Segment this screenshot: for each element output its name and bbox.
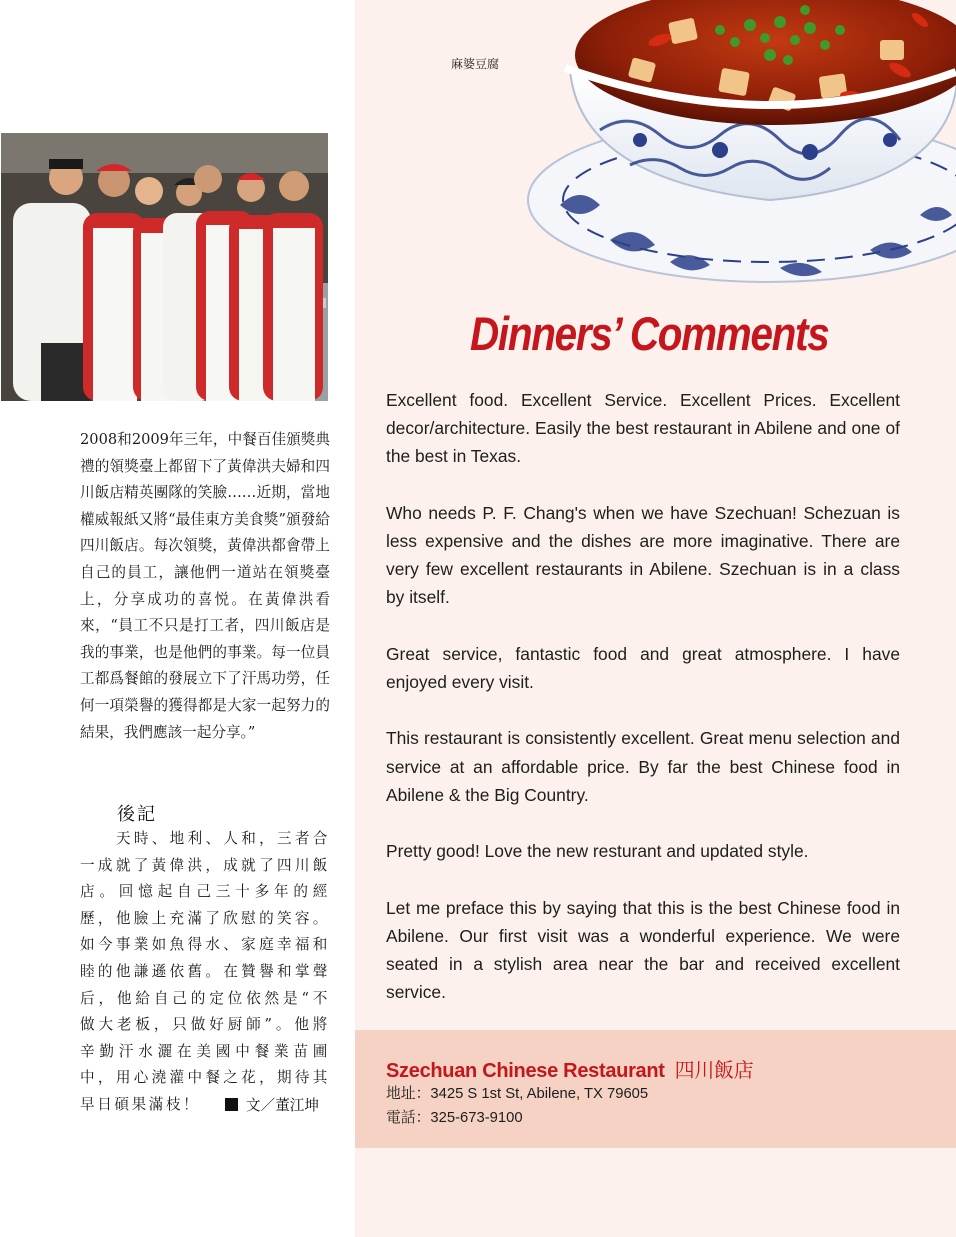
restaurant-address [386,1082,648,1103]
afterword-text: 天時、地利、人和，三者合一成就了黃偉洪，成就了四川飯店。回憶起自己三十多年的經歷，他臉上充滿了欣慰的笑容。如今事業如魚得水、家庭幸福和睦的他謙遜依舊。在贊譽和掌聲后，他給自己的定位依然是“不做大老板，只做好厨師”。他將辛勤汗水灑在美國中餐業苗圃中，用心澆灌中餐之花，期待其早日碩果滿枝！ [80,830,330,1113]
comments-list [386,386,900,1035]
byline [225,1094,319,1115]
comments-heading: Dinners’ Comments [470,307,829,360]
restaurant-name-zh: 四川飯店 [674,1058,754,1082]
bowl-illustration [520,0,956,290]
staff-group-illustration [1,133,328,401]
restaurant-name-en: Szechuan Chinese Restaurant [386,1060,665,1082]
dish-caption: 麻婆豆腐 [451,57,500,71]
comment-item: Great service, fantastic food and great atmosphere. I have enjoyed every visit. [386,643,900,692]
comment-item: Excellent food. Excellent Service. Excellent Prices. Excellent decor/architecture. Easily the best restaurant in Abilene and one of the best in Texas. [386,390,900,467]
comment-item: Pretty good! Love the new resturant and updated style. [386,841,809,862]
address-value: 3425 S 1st St, Abilene, TX 79605 [430,1086,649,1102]
restaurant-phone [386,1106,523,1127]
comment-item: This restaurant is consistently excellent. Great menu selection and service at an affordable price. By far the best Chinese food in Abilene & the Big Country. [386,728,900,805]
phone-value: 325-673-9100 [430,1110,523,1126]
article-main-paragraph: 2008和2009年三年，中餐百佳頒獎典禮的領獎臺上都留下了黃偉洪夫婦和四川飯店精英團隊的笑臉……近期，當地權威報紙又將“最佳東方美食獎”頒發給四川飯店。每次領獎，黃偉洪都會帶上自己的員工，讓他們一道站在領獎臺上，分享成功的喜悦。在黃偉洪看來，“員工不只是打工者，四川飯店是我的事業，也是他們的事業。每一位員工都爲餐館的發展立下了汗馬功勞，任何一項榮譽的獲得都是大家一起努力的結果，我們應該一起分享。” [80,431,330,741]
staff-photo [1,133,328,401]
address-label: 地址： [386,1085,431,1102]
afterword-title: 後記 [117,804,157,825]
byline-text: 文／董江坤 [246,1097,319,1114]
restaurant-name [386,1054,753,1083]
comment-item: Who needs P. F. Chang's when we have Szechuan! Schezuan is less expensive and the dishes are more imaginative. There are very few excellent restaurants in Abilene. Szechuan is in a class by itself. [386,502,900,608]
black-square-icon [225,1098,238,1111]
phone-label: 電話： [386,1109,431,1126]
comment-item: Let me preface this by saying that this is the best Chinese food in Abilene. Our first visit was a wonderful experience. We were seated in a stylish area near the bar and received excellent service. [386,897,900,1003]
mapo-tofu-photo [520,0,956,290]
restaurant-info-box [355,1030,956,1148]
